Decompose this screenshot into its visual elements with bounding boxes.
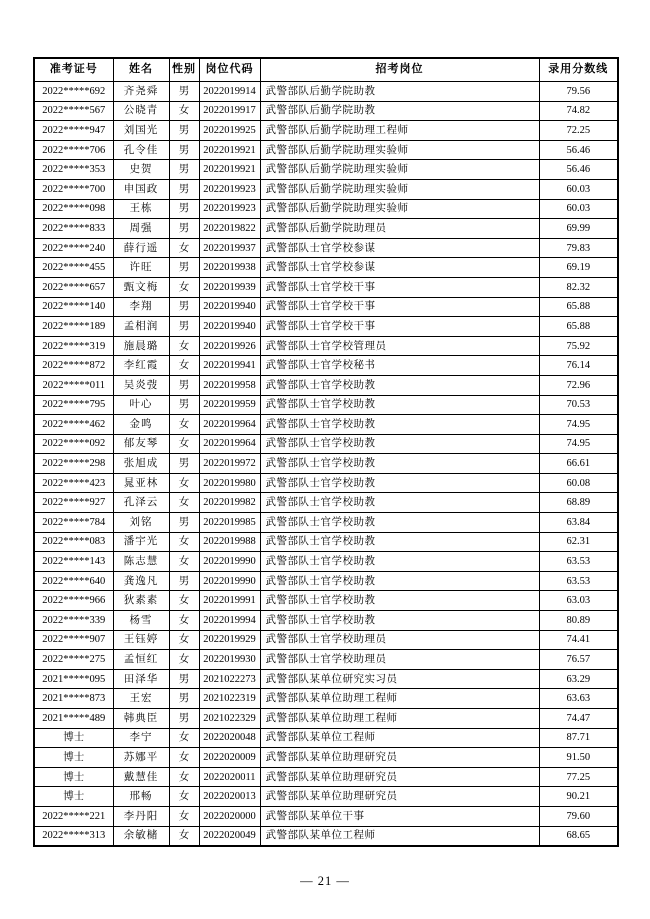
position-cell: 武警部队某单位助理研究员 [260, 767, 539, 787]
table-row [34, 179, 618, 199]
score-cell: 63.53 [539, 571, 618, 591]
name-cell: 公晓青 [113, 101, 169, 121]
score-cell: 82.32 [539, 277, 618, 297]
position-code-cell: 2022019990 [199, 552, 260, 572]
position-code-cell: 2022020049 [199, 826, 260, 846]
position-code-cell: 2022019980 [199, 473, 260, 493]
column-header-position-code: 岗位代码 [199, 58, 260, 82]
score-cell: 56.46 [539, 160, 618, 180]
gender-cell: 女 [169, 650, 199, 670]
position-code-cell: 2022019923 [199, 199, 260, 219]
position-code-cell: 2022019914 [199, 82, 260, 102]
ticket-number-cell: 2022*****319 [34, 336, 113, 356]
gender-cell: 男 [169, 454, 199, 474]
ticket-number-cell: 2021*****095 [34, 669, 113, 689]
score-cell: 72.96 [539, 375, 618, 395]
score-cell: 63.03 [539, 591, 618, 611]
name-cell: 王宏 [113, 689, 169, 709]
name-cell: 刘铭 [113, 513, 169, 533]
position-code-cell: 2022019921 [199, 160, 260, 180]
gender-cell: 男 [169, 199, 199, 219]
position-code-cell: 2022019940 [199, 317, 260, 337]
ticket-number-cell: 2022*****872 [34, 356, 113, 376]
ticket-number-cell: 2022*****567 [34, 101, 113, 121]
score-cell: 74.95 [539, 434, 618, 454]
score-cell: 77.25 [539, 767, 618, 787]
ticket-number-cell: 2022*****189 [34, 317, 113, 337]
position-cell: 武警部队某单位工程师 [260, 826, 539, 846]
ticket-number-cell: 2022*****927 [34, 493, 113, 513]
ticket-number-cell: 2022*****140 [34, 297, 113, 317]
ticket-number-cell: 2022*****011 [34, 375, 113, 395]
ticket-number-cell: 2022*****455 [34, 258, 113, 278]
score-cell: 66.61 [539, 454, 618, 474]
page-number: — 21 — [300, 874, 350, 888]
position-code-cell: 2022019994 [199, 611, 260, 631]
gender-cell: 女 [169, 493, 199, 513]
position-cell: 武警部队某单位工程师 [260, 728, 539, 748]
ticket-number-cell: 2022*****907 [34, 630, 113, 650]
gender-cell: 女 [169, 238, 199, 258]
gender-cell: 女 [169, 356, 199, 376]
gender-cell: 女 [169, 415, 199, 435]
score-cell: 63.53 [539, 552, 618, 572]
table-row [34, 709, 618, 729]
name-cell: 晁亚林 [113, 473, 169, 493]
ticket-number-cell: 博士 [34, 728, 113, 748]
name-cell: 周强 [113, 219, 169, 239]
position-cell: 武警部队士官学校干事 [260, 297, 539, 317]
gender-cell: 男 [169, 179, 199, 199]
name-cell: 郁友琴 [113, 434, 169, 454]
table-row [34, 611, 618, 631]
position-code-cell: 2022019939 [199, 277, 260, 297]
score-cell: 72.25 [539, 121, 618, 141]
table-row [34, 591, 618, 611]
table-row [34, 395, 618, 415]
position-code-cell: 2022020048 [199, 728, 260, 748]
table-row [34, 297, 618, 317]
name-cell: 陈志慧 [113, 552, 169, 572]
table-row [34, 513, 618, 533]
position-code-cell: 2022019921 [199, 140, 260, 160]
score-cell: 63.84 [539, 513, 618, 533]
ticket-number-cell: 2022*****098 [34, 199, 113, 219]
table-row [34, 219, 618, 239]
name-cell: 叶心 [113, 395, 169, 415]
table-row [34, 787, 618, 807]
gender-cell: 男 [169, 82, 199, 102]
position-cell: 武警部队后勤学院助教 [260, 82, 539, 102]
name-cell: 邢畅 [113, 787, 169, 807]
gender-cell: 女 [169, 767, 199, 787]
position-cell: 武警部队士官学校参谋 [260, 258, 539, 278]
ticket-number-cell: 2022*****240 [34, 238, 113, 258]
score-cell: 75.92 [539, 336, 618, 356]
position-cell: 武警部队后勤学院助理工程师 [260, 121, 539, 141]
table-row [34, 160, 618, 180]
score-cell: 68.65 [539, 826, 618, 846]
position-cell: 武警部队士官学校助教 [260, 552, 539, 572]
name-cell: 金鸣 [113, 415, 169, 435]
table-row [34, 767, 618, 787]
table-row [34, 630, 618, 650]
ticket-number-cell: 2022*****692 [34, 82, 113, 102]
score-cell: 74.47 [539, 709, 618, 729]
name-cell: 施晨璐 [113, 336, 169, 356]
score-cell: 68.89 [539, 493, 618, 513]
position-cell: 武警部队后勤学院助理实验师 [260, 140, 539, 160]
table-row [34, 571, 618, 591]
position-cell: 武警部队某单位干事 [260, 806, 539, 826]
position-code-cell: 2022019991 [199, 591, 260, 611]
position-code-cell: 2022019937 [199, 238, 260, 258]
score-cell: 87.71 [539, 728, 618, 748]
table-row [34, 689, 618, 709]
ticket-number-cell: 2022*****833 [34, 219, 113, 239]
score-cell: 79.56 [539, 82, 618, 102]
position-cell: 武警部队士官学校助教 [260, 591, 539, 611]
ticket-number-cell: 2022*****966 [34, 591, 113, 611]
name-cell: 苏娜平 [113, 748, 169, 768]
gender-cell: 男 [169, 140, 199, 160]
table-row [34, 669, 618, 689]
column-header-score-line: 录用分数线 [539, 58, 618, 82]
position-code-cell: 2021022319 [199, 689, 260, 709]
table-row [34, 277, 618, 297]
score-cell: 69.99 [539, 219, 618, 239]
name-cell: 戴慧佳 [113, 767, 169, 787]
name-cell: 申国政 [113, 179, 169, 199]
gender-cell: 女 [169, 473, 199, 493]
name-cell: 孟相润 [113, 317, 169, 337]
position-code-cell: 2021022273 [199, 669, 260, 689]
table-row [34, 258, 618, 278]
name-cell: 甄文梅 [113, 277, 169, 297]
ticket-number-cell: 2022*****657 [34, 277, 113, 297]
ticket-number-cell: 2022*****221 [34, 806, 113, 826]
position-cell: 武警部队后勤学院助理员 [260, 219, 539, 239]
name-cell: 许旺 [113, 258, 169, 278]
ticket-number-cell: 2022*****275 [34, 650, 113, 670]
gender-cell: 女 [169, 826, 199, 846]
gender-cell: 女 [169, 787, 199, 807]
position-code-cell: 2022019964 [199, 415, 260, 435]
score-cell: 76.14 [539, 356, 618, 376]
position-cell: 武警部队某单位助理研究员 [260, 748, 539, 768]
admission-score-table [33, 57, 619, 847]
position-code-cell: 2022019938 [199, 258, 260, 278]
gender-cell: 男 [169, 258, 199, 278]
gender-cell: 女 [169, 728, 199, 748]
ticket-number-cell: 博士 [34, 787, 113, 807]
position-cell: 武警部队士官学校助教 [260, 473, 539, 493]
position-cell: 武警部队后勤学院助教 [260, 101, 539, 121]
score-cell: 79.83 [539, 238, 618, 258]
ticket-number-cell: 2022*****092 [34, 434, 113, 454]
gender-cell: 女 [169, 434, 199, 454]
position-code-cell: 2022019923 [199, 179, 260, 199]
name-cell: 王钰婷 [113, 630, 169, 650]
name-cell: 龚逸凡 [113, 571, 169, 591]
position-code-cell: 2022019988 [199, 532, 260, 552]
score-cell: 79.60 [539, 806, 618, 826]
position-cell: 武警部队某单位助理工程师 [260, 689, 539, 709]
score-cell: 65.88 [539, 317, 618, 337]
score-cell: 91.50 [539, 748, 618, 768]
gender-cell: 女 [169, 630, 199, 650]
position-code-cell: 2022019929 [199, 630, 260, 650]
position-cell: 武警部队士官学校助教 [260, 395, 539, 415]
ticket-number-cell: 博士 [34, 748, 113, 768]
name-cell: 李丹阳 [113, 806, 169, 826]
score-cell: 76.57 [539, 650, 618, 670]
gender-cell: 女 [169, 552, 199, 572]
position-cell: 武警部队士官学校助教 [260, 611, 539, 631]
score-cell: 63.63 [539, 689, 618, 709]
table-header-row [34, 58, 618, 82]
position-code-cell: 2022019982 [199, 493, 260, 513]
position-cell: 武警部队士官学校助教 [260, 375, 539, 395]
column-header-position: 招考岗位 [260, 58, 539, 82]
table-row [34, 532, 618, 552]
name-cell: 潘宇光 [113, 532, 169, 552]
table-row [34, 728, 618, 748]
position-cell: 武警部队后勤学院助理实验师 [260, 160, 539, 180]
gender-cell: 女 [169, 748, 199, 768]
name-cell: 李红霞 [113, 356, 169, 376]
position-code-cell: 2022020011 [199, 767, 260, 787]
name-cell: 吴炎弢 [113, 375, 169, 395]
name-cell: 李宁 [113, 728, 169, 748]
table-row [34, 806, 618, 826]
table-row [34, 650, 618, 670]
position-code-cell: 2022019990 [199, 571, 260, 591]
position-cell: 武警部队士官学校助理员 [260, 630, 539, 650]
ticket-number-cell: 2022*****313 [34, 826, 113, 846]
column-header-ticket-number: 准考证号 [34, 58, 113, 82]
ticket-number-cell: 2022*****700 [34, 179, 113, 199]
gender-cell: 女 [169, 336, 199, 356]
position-cell: 武警部队士官学校助教 [260, 513, 539, 533]
position-code-cell: 2022019930 [199, 650, 260, 670]
ticket-number-cell: 2022*****784 [34, 513, 113, 533]
name-cell: 余敏槠 [113, 826, 169, 846]
table-row [34, 140, 618, 160]
gender-cell: 女 [169, 101, 199, 121]
position-code-cell: 2022019917 [199, 101, 260, 121]
position-code-cell: 2022020009 [199, 748, 260, 768]
gender-cell: 女 [169, 277, 199, 297]
position-cell: 武警部队士官学校助教 [260, 532, 539, 552]
gender-cell: 男 [169, 219, 199, 239]
position-cell: 武警部队士官学校助教 [260, 434, 539, 454]
table-row [34, 375, 618, 395]
position-cell: 武警部队士官学校参谋 [260, 238, 539, 258]
gender-cell: 男 [169, 571, 199, 591]
position-cell: 武警部队士官学校助教 [260, 493, 539, 513]
name-cell: 孔令佳 [113, 140, 169, 160]
position-cell: 武警部队某单位助理工程师 [260, 709, 539, 729]
score-cell: 69.19 [539, 258, 618, 278]
gender-cell: 女 [169, 611, 199, 631]
table-row [34, 826, 618, 846]
score-cell: 56.46 [539, 140, 618, 160]
position-cell: 武警部队某单位研究实习员 [260, 669, 539, 689]
position-cell: 武警部队士官学校干事 [260, 317, 539, 337]
name-cell: 刘国光 [113, 121, 169, 141]
ticket-number-cell: 2022*****947 [34, 121, 113, 141]
position-code-cell: 2022019972 [199, 454, 260, 474]
name-cell: 齐尧舜 [113, 82, 169, 102]
table-row [34, 121, 618, 141]
ticket-number-cell: 2022*****706 [34, 140, 113, 160]
table-row [34, 493, 618, 513]
gender-cell: 男 [169, 709, 199, 729]
table-row [34, 356, 618, 376]
gender-cell: 女 [169, 591, 199, 611]
ticket-number-cell: 2022*****143 [34, 552, 113, 572]
ticket-number-cell: 2022*****423 [34, 473, 113, 493]
position-code-cell: 2022019959 [199, 395, 260, 415]
table-row [34, 434, 618, 454]
position-code-cell: 2022019822 [199, 219, 260, 239]
ticket-number-cell: 2022*****795 [34, 395, 113, 415]
name-cell: 田泽华 [113, 669, 169, 689]
name-cell: 张旭成 [113, 454, 169, 474]
gender-cell: 男 [169, 395, 199, 415]
position-cell: 武警部队后勤学院助理实验师 [260, 199, 539, 219]
table-row [34, 748, 618, 768]
name-cell: 狄素素 [113, 591, 169, 611]
table-row [34, 238, 618, 258]
ticket-number-cell: 2022*****353 [34, 160, 113, 180]
position-code-cell: 2022019940 [199, 297, 260, 317]
ticket-number-cell: 2021*****489 [34, 709, 113, 729]
table-row [34, 473, 618, 493]
position-cell: 武警部队后勤学院助理实验师 [260, 179, 539, 199]
ticket-number-cell: 2021*****873 [34, 689, 113, 709]
table-row [34, 101, 618, 121]
score-cell: 60.03 [539, 199, 618, 219]
score-cell: 62.31 [539, 532, 618, 552]
position-cell: 武警部队士官学校助教 [260, 454, 539, 474]
position-code-cell: 2021022329 [199, 709, 260, 729]
score-cell: 60.08 [539, 473, 618, 493]
name-cell: 薛行遥 [113, 238, 169, 258]
score-cell: 74.82 [539, 101, 618, 121]
position-cell: 武警部队士官学校秘书 [260, 356, 539, 376]
position-code-cell: 2022019958 [199, 375, 260, 395]
score-cell: 65.88 [539, 297, 618, 317]
ticket-number-cell: 博士 [34, 767, 113, 787]
gender-cell: 女 [169, 532, 199, 552]
position-cell: 武警部队士官学校干事 [260, 277, 539, 297]
position-cell: 武警部队士官学校助教 [260, 415, 539, 435]
gender-cell: 男 [169, 513, 199, 533]
name-cell: 李翔 [113, 297, 169, 317]
table-row [34, 82, 618, 102]
score-cell: 80.89 [539, 611, 618, 631]
name-cell: 杨雪 [113, 611, 169, 631]
column-header-gender: 性别 [169, 58, 199, 82]
ticket-number-cell: 2022*****462 [34, 415, 113, 435]
table-row [34, 317, 618, 337]
gender-cell: 男 [169, 297, 199, 317]
table-row [34, 454, 618, 474]
name-cell: 韩典臣 [113, 709, 169, 729]
table-body [34, 82, 618, 847]
table-row [34, 552, 618, 572]
position-code-cell: 2022019941 [199, 356, 260, 376]
table-row [34, 336, 618, 356]
name-cell: 孔泽云 [113, 493, 169, 513]
gender-cell: 男 [169, 375, 199, 395]
position-cell: 武警部队士官学校助教 [260, 571, 539, 591]
position-code-cell: 2022019926 [199, 336, 260, 356]
score-cell: 74.95 [539, 415, 618, 435]
gender-cell: 男 [169, 669, 199, 689]
position-code-cell: 2022019985 [199, 513, 260, 533]
ticket-number-cell: 2022*****083 [34, 532, 113, 552]
gender-cell: 男 [169, 121, 199, 141]
gender-cell: 女 [169, 806, 199, 826]
table-row [34, 199, 618, 219]
position-code-cell: 2022019925 [199, 121, 260, 141]
position-code-cell: 2022019964 [199, 434, 260, 454]
name-cell: 史贺 [113, 160, 169, 180]
score-cell: 74.41 [539, 630, 618, 650]
position-cell: 武警部队某单位助理研究员 [260, 787, 539, 807]
ticket-number-cell: 2022*****298 [34, 454, 113, 474]
position-cell: 武警部队士官学校助理员 [260, 650, 539, 670]
name-cell: 王栋 [113, 199, 169, 219]
gender-cell: 男 [169, 317, 199, 337]
position-cell: 武警部队士官学校管理员 [260, 336, 539, 356]
score-cell: 70.53 [539, 395, 618, 415]
column-header-name: 姓名 [113, 58, 169, 82]
position-code-cell: 2022020013 [199, 787, 260, 807]
position-code-cell: 2022020000 [199, 806, 260, 826]
score-cell: 63.29 [539, 669, 618, 689]
name-cell: 孟恒红 [113, 650, 169, 670]
table-row [34, 415, 618, 435]
score-cell: 90.21 [539, 787, 618, 807]
gender-cell: 男 [169, 160, 199, 180]
ticket-number-cell: 2022*****640 [34, 571, 113, 591]
gender-cell: 男 [169, 689, 199, 709]
ticket-number-cell: 2022*****339 [34, 611, 113, 631]
score-cell: 60.03 [539, 179, 618, 199]
